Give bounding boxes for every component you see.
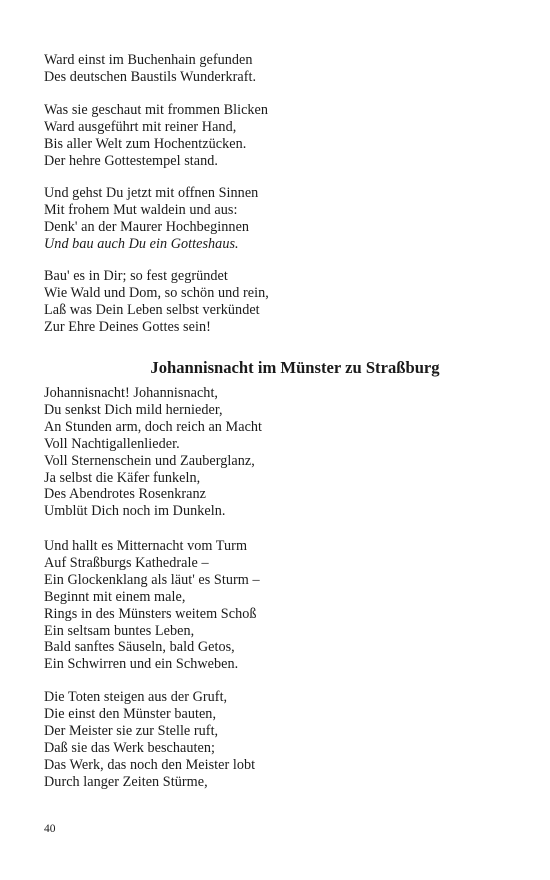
verse-line: Der Meister sie zur Stelle ruft, [44,722,219,739]
verse-line: Ward ausgeführt mit reiner Hand, [44,118,237,135]
verse-line: Umblüt Dich noch im Dunkeln. [44,503,226,520]
poem1-stanza-2 [44,102,514,170]
poem-title: Johannisnacht im Münster zu Straßburg [150,358,440,377]
verse-line: Die Toten steigen aus der Gruft, [44,689,228,705]
verse-line: Bis aller Welt zum Hochentzücken. [44,135,247,152]
verse-line: Ward einst im Buchenhain gefunden [44,52,253,68]
verse-line: Mit frohem Mut waldein und aus: [44,201,238,218]
verse-line: Denk' an der Maurer Hochbeginnen [44,218,250,235]
verse-line: Ein seltsam buntes Leben, [44,622,195,639]
poem1-stanza-1 [44,52,514,86]
verse-line: Ja selbst die Käfer funkeln, [44,469,201,486]
verse-line: Und hallt es Mitternacht vom Turm [44,538,248,554]
verse-line-italic: Und bau auch Du ein Gotteshaus. [44,235,239,252]
page-number: 40 [44,823,56,835]
verse-line: Wie Wald und Dom, so schön und rein, [44,284,269,301]
verse-line: Ein Glockenklang als läut' es Sturm – [44,571,260,588]
verse-line: Was sie geschaut mit frommen Blicken [44,102,269,118]
verse-line: Voll Sternenschein und Zauberglanz, [44,452,255,469]
verse-line: Durch langer Zeiten Stürme, [44,773,208,790]
verse-line: Des Abendrotes Rosenkranz [44,486,207,503]
poem1-stanza-4 [44,268,514,336]
verse-line: An Stunden arm, doch reich an Macht [44,418,263,435]
poem2-stanza-2 [44,538,514,673]
verse-line: Ein Schwirren und ein Schweben. [44,656,239,673]
verse-line: Johannisnacht! Johannisnacht, [44,385,219,401]
verse-line: Beginnt mit einem male, [44,588,186,605]
verse-line: Zur Ehre Deines Gottes sein! [44,318,211,335]
verse-line: Daß sie das Werk beschauten; [44,739,215,756]
poem2-stanza-3 [44,689,514,790]
verse-line: Auf Straßburgs Kathedrale – [44,554,209,571]
poem1-stanza-3 [44,185,514,253]
verse-line: Der hehre Gottestempel stand. [44,152,219,169]
verse-line: Die einst den Münster bauten, [44,705,217,722]
verse-line: Laß was Dein Leben selbst verkündet [44,301,260,318]
verse-line: Und gehst Du jetzt mit offnen Sinnen [44,185,259,201]
verse-line: Voll Nachtigallenlieder. [44,435,180,452]
verse-line: Das Werk, das noch den Meister lobt [44,756,256,773]
verse-line: Des deutschen Baustils Wunderkraft. [44,68,257,85]
poem2-stanza-1 [44,385,514,520]
verse-line: Bau' es in Dir; so fest gegründet [44,268,228,284]
verse-line: Bald sanftes Säuseln, bald Getos, [44,639,235,656]
verse-line: Rings in des Münsters weitem Schoß [44,605,257,622]
verse-line: Du senkst Dich mild hernieder, [44,401,223,418]
